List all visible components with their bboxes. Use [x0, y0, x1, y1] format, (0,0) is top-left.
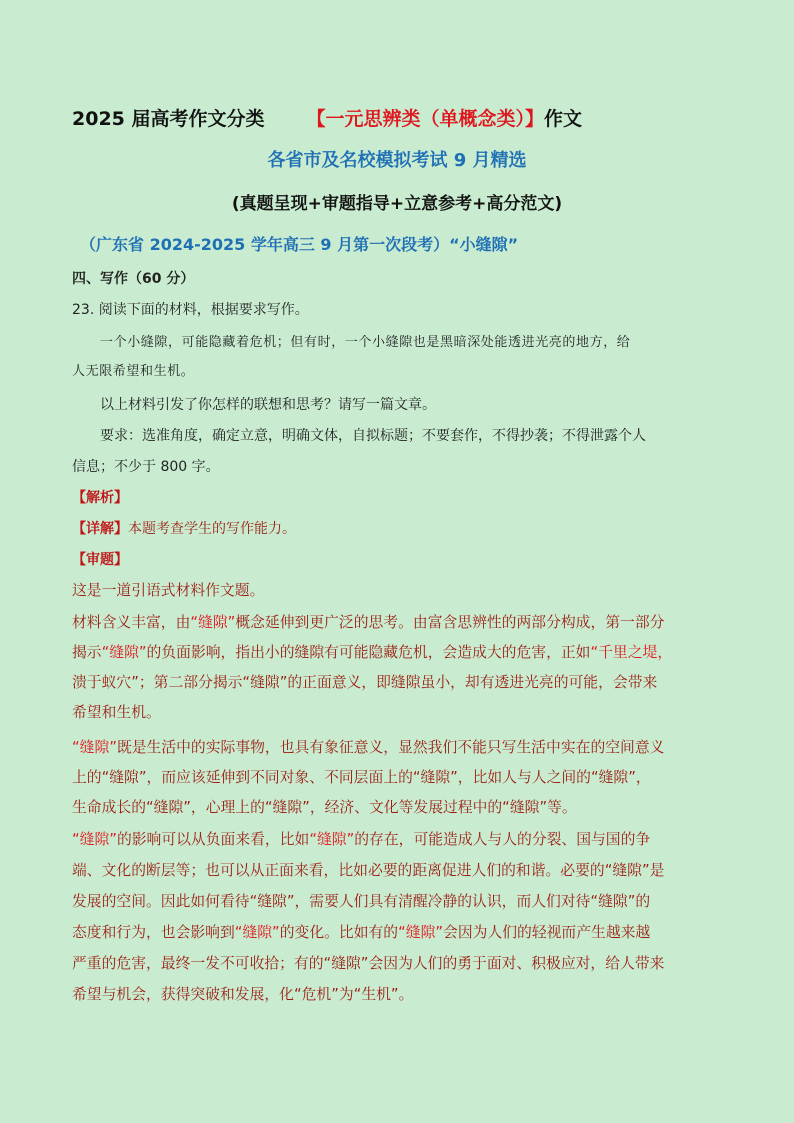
requirements-line-1: 要求：选准角度，确定立意，明确文体，自拟标题；不要套作，不得抄袭；不得泄露个人: [100, 428, 646, 444]
text-run: 希望与机会，获得突破和发展，化“危机”为“生机”。: [72, 986, 414, 1003]
text-run: 发展的空间。因此如何看待“缝隙”，需要人们具有清醒冷静的认识，而人们对待“缝隙”的: [72, 893, 651, 910]
p1-line: [72, 701, 722, 731]
text-run: 揭示: [72, 644, 102, 661]
text-run: “缝隙”: [190, 614, 236, 631]
text-run: “缝隙”: [101, 644, 147, 661]
text-run: “缝隙”: [72, 831, 117, 848]
p2-line: [72, 766, 722, 796]
material-line-1: 一个小缝隙，可能隐藏着危机；但有时，一个小缝隙也是黑暗深处能透进光亮的地方，给: [100, 335, 631, 350]
section-heading: 四、写作（60 分）: [72, 271, 195, 287]
analysis-paragraph-1: [72, 611, 722, 731]
title-suffix: 作文: [544, 108, 583, 130]
material-line-2: 人无限希望和生机。: [72, 364, 195, 379]
question-type-line: 这是一道引语式材料作文题。: [72, 582, 265, 599]
p2-line: [72, 796, 722, 826]
p2-line: [72, 736, 722, 766]
detail-line: [72, 518, 296, 538]
p3-line: [72, 828, 722, 859]
title-category: 【一元思辨类（单概念类）】: [306, 108, 545, 130]
analysis-paragraph-2: [72, 736, 722, 826]
document-subtitle-contents: (真题呈现+审题指导+立意参考+高分范文): [231, 194, 563, 214]
text-run: 的影响可以从负面来看，比如: [116, 831, 310, 848]
label-analysis: 【解析】: [72, 490, 128, 506]
text-run: 生命成长的“缝隙”，心理上的“缝隙”，经济、文化等发展过程中的“缝隙”等。: [72, 799, 577, 816]
label-shenti: 【审题】: [72, 552, 128, 568]
question-prompt: 23. 阅读下面的材料，根据要求写作。: [72, 302, 309, 318]
text-run: “缝隙”: [72, 739, 117, 756]
text-run: 端、文化的断层等；也可以从正面来看，比如必要的距离促进人们的和谐。必要的“缝隙”是: [72, 862, 665, 879]
text-run: 溃于蚁穴”；第二部分揭示“缝隙”的正面意义，即缝隙虽小，却有透进光亮的可能，会带来: [72, 674, 658, 691]
writing-ask: 以上材料引发了你怎样的联想和思考？请写一篇文章。: [100, 397, 436, 413]
text-run: “缝隙”: [398, 924, 444, 941]
text-run: 会因为人们的轻视而产生越来越: [443, 924, 651, 941]
text-run: 概念延伸到更广泛的思考。由富含思辨性的两部分构成，第一部分: [235, 614, 665, 631]
requirements-line-2: 信息；不少于 800 字。: [72, 459, 220, 475]
text-run: 材料含义丰富，由: [72, 614, 191, 631]
exam-source: （广东省 2024-2025 学年高三 9 月第一次段考）“小缝隙”: [80, 235, 519, 254]
text-run: 的负面影响，指出小的缝隙有可能隐藏危机，会造成大的危害，正如: [146, 644, 591, 661]
text-run: “缝隙”: [234, 924, 280, 941]
text-run: “千里之堤，: [590, 644, 673, 661]
detail-text: 本题考查学生的写作能力。: [128, 521, 296, 537]
p3-line: [72, 952, 722, 983]
p3-line: [72, 859, 722, 890]
p1-line: [72, 611, 722, 641]
text-run: 严重的危害，最终一发不可收拾；有的“缝隙”会因为人们的勇于面对、积极应对，给人带来: [72, 955, 665, 972]
p3-line: [72, 983, 722, 1014]
document-subtitle: 各省市及名校模拟考试 9 月精选: [267, 150, 527, 171]
text-run: 的存在，可能造成人与人的分裂、国与国的争: [354, 831, 651, 848]
text-run: 的变化。比如有的: [279, 924, 399, 941]
p3-line: [72, 890, 722, 921]
p1-line: [72, 641, 722, 671]
p1-line: [72, 671, 722, 701]
text-run: 希望和生机。: [72, 704, 161, 721]
label-detail: 【详解】: [72, 521, 128, 537]
p3-line: [72, 921, 722, 952]
text-run: “缝隙”: [309, 831, 355, 848]
title-left: 2025 届高考作文分类: [72, 108, 265, 130]
analysis-paragraph-3: [72, 828, 722, 1014]
text-run: 态度和行为，也会影响到: [72, 924, 235, 941]
text-run: 既是生活中的实际事物，也具有象征意义，显然我们不能只写生活中实在的空间意义: [116, 739, 665, 756]
document-title: [72, 104, 732, 131]
text-run: 上的“缝隙”，而应该延伸到不同对象、不同层面上的“缝隙”，比如人与人之间的“缝隙”，: [72, 769, 651, 786]
